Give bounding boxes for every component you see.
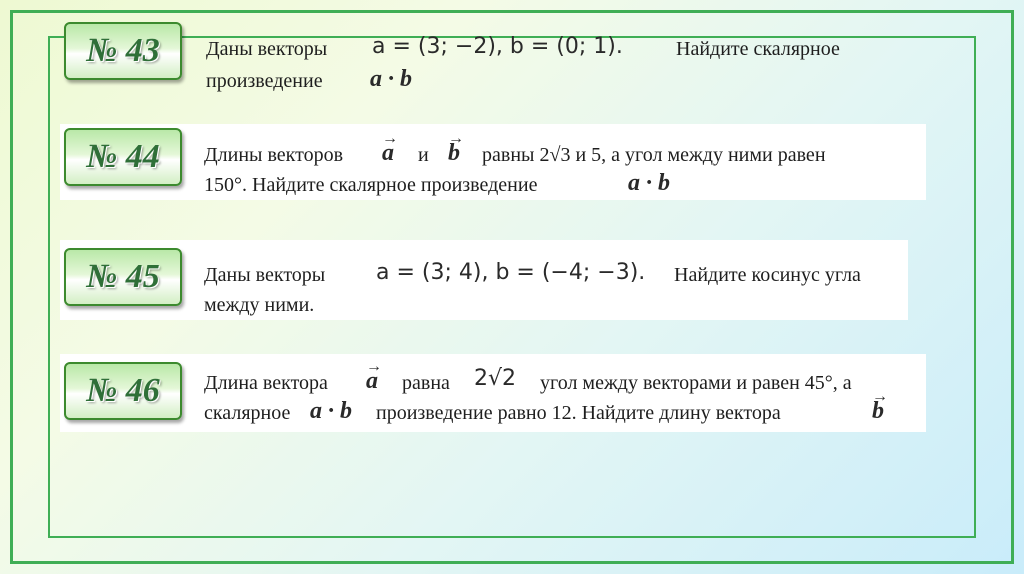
task-text: произведение равно 12. Найдите длину вектора bbox=[376, 402, 781, 424]
task-text: равна bbox=[402, 372, 450, 394]
vector-b bbox=[872, 396, 884, 426]
task-45 bbox=[60, 240, 908, 320]
task-text: между ними. bbox=[204, 294, 315, 316]
vector-a bbox=[382, 138, 394, 168]
task-text: Даны векторы bbox=[206, 38, 328, 60]
vector-letter: → a bbox=[366, 366, 378, 396]
task-number: № 46 bbox=[86, 372, 160, 409]
corner-ornament bbox=[10, 10, 54, 44]
task-text: скалярное bbox=[204, 402, 291, 424]
task-44 bbox=[60, 124, 926, 200]
task-number-badge bbox=[64, 362, 182, 420]
task-number-badge bbox=[64, 22, 182, 80]
task-text: 150°. Найдите скалярное произведение bbox=[204, 174, 538, 196]
corner-ornament bbox=[970, 530, 1014, 564]
task-text: Длины векторов bbox=[204, 144, 344, 166]
task-text: равны 2√3 и 5, а угол между ними равен bbox=[482, 144, 826, 166]
vector-letter: → a bbox=[382, 138, 394, 168]
task-formula: a · b bbox=[310, 398, 352, 424]
corner-ornament bbox=[970, 10, 1014, 44]
task-text: Найдите косинус угла bbox=[674, 264, 861, 286]
task-text: и bbox=[418, 144, 429, 166]
task-number: № 45 bbox=[86, 258, 160, 295]
task-number-badge bbox=[64, 128, 182, 186]
task-formula: 2√2 bbox=[474, 366, 517, 391]
task-formula: a = (3; 4), b = (−4; −3). bbox=[376, 260, 646, 285]
vector-b bbox=[448, 138, 460, 168]
task-text: угол между векторами и равен 45°, а bbox=[540, 372, 852, 394]
vector-letter: → b bbox=[872, 396, 884, 426]
vector-a bbox=[366, 366, 378, 396]
task-text: Длина вектора bbox=[204, 372, 328, 394]
vector-letter: → b bbox=[448, 138, 460, 168]
corner-ornament bbox=[10, 530, 54, 564]
task-text: произведение bbox=[206, 70, 323, 92]
task-number: № 43 bbox=[86, 32, 160, 69]
task-number-badge bbox=[64, 248, 182, 306]
task-formula: a = (3; −2), b = (0; 1). bbox=[372, 34, 623, 59]
task-46 bbox=[60, 354, 926, 432]
task-text: Найдите скалярное bbox=[676, 38, 840, 60]
task-number: № 44 bbox=[86, 138, 160, 175]
task-formula: a · b bbox=[370, 66, 412, 92]
task-text: Даны векторы bbox=[204, 264, 326, 286]
task-formula: a · b bbox=[628, 170, 670, 196]
